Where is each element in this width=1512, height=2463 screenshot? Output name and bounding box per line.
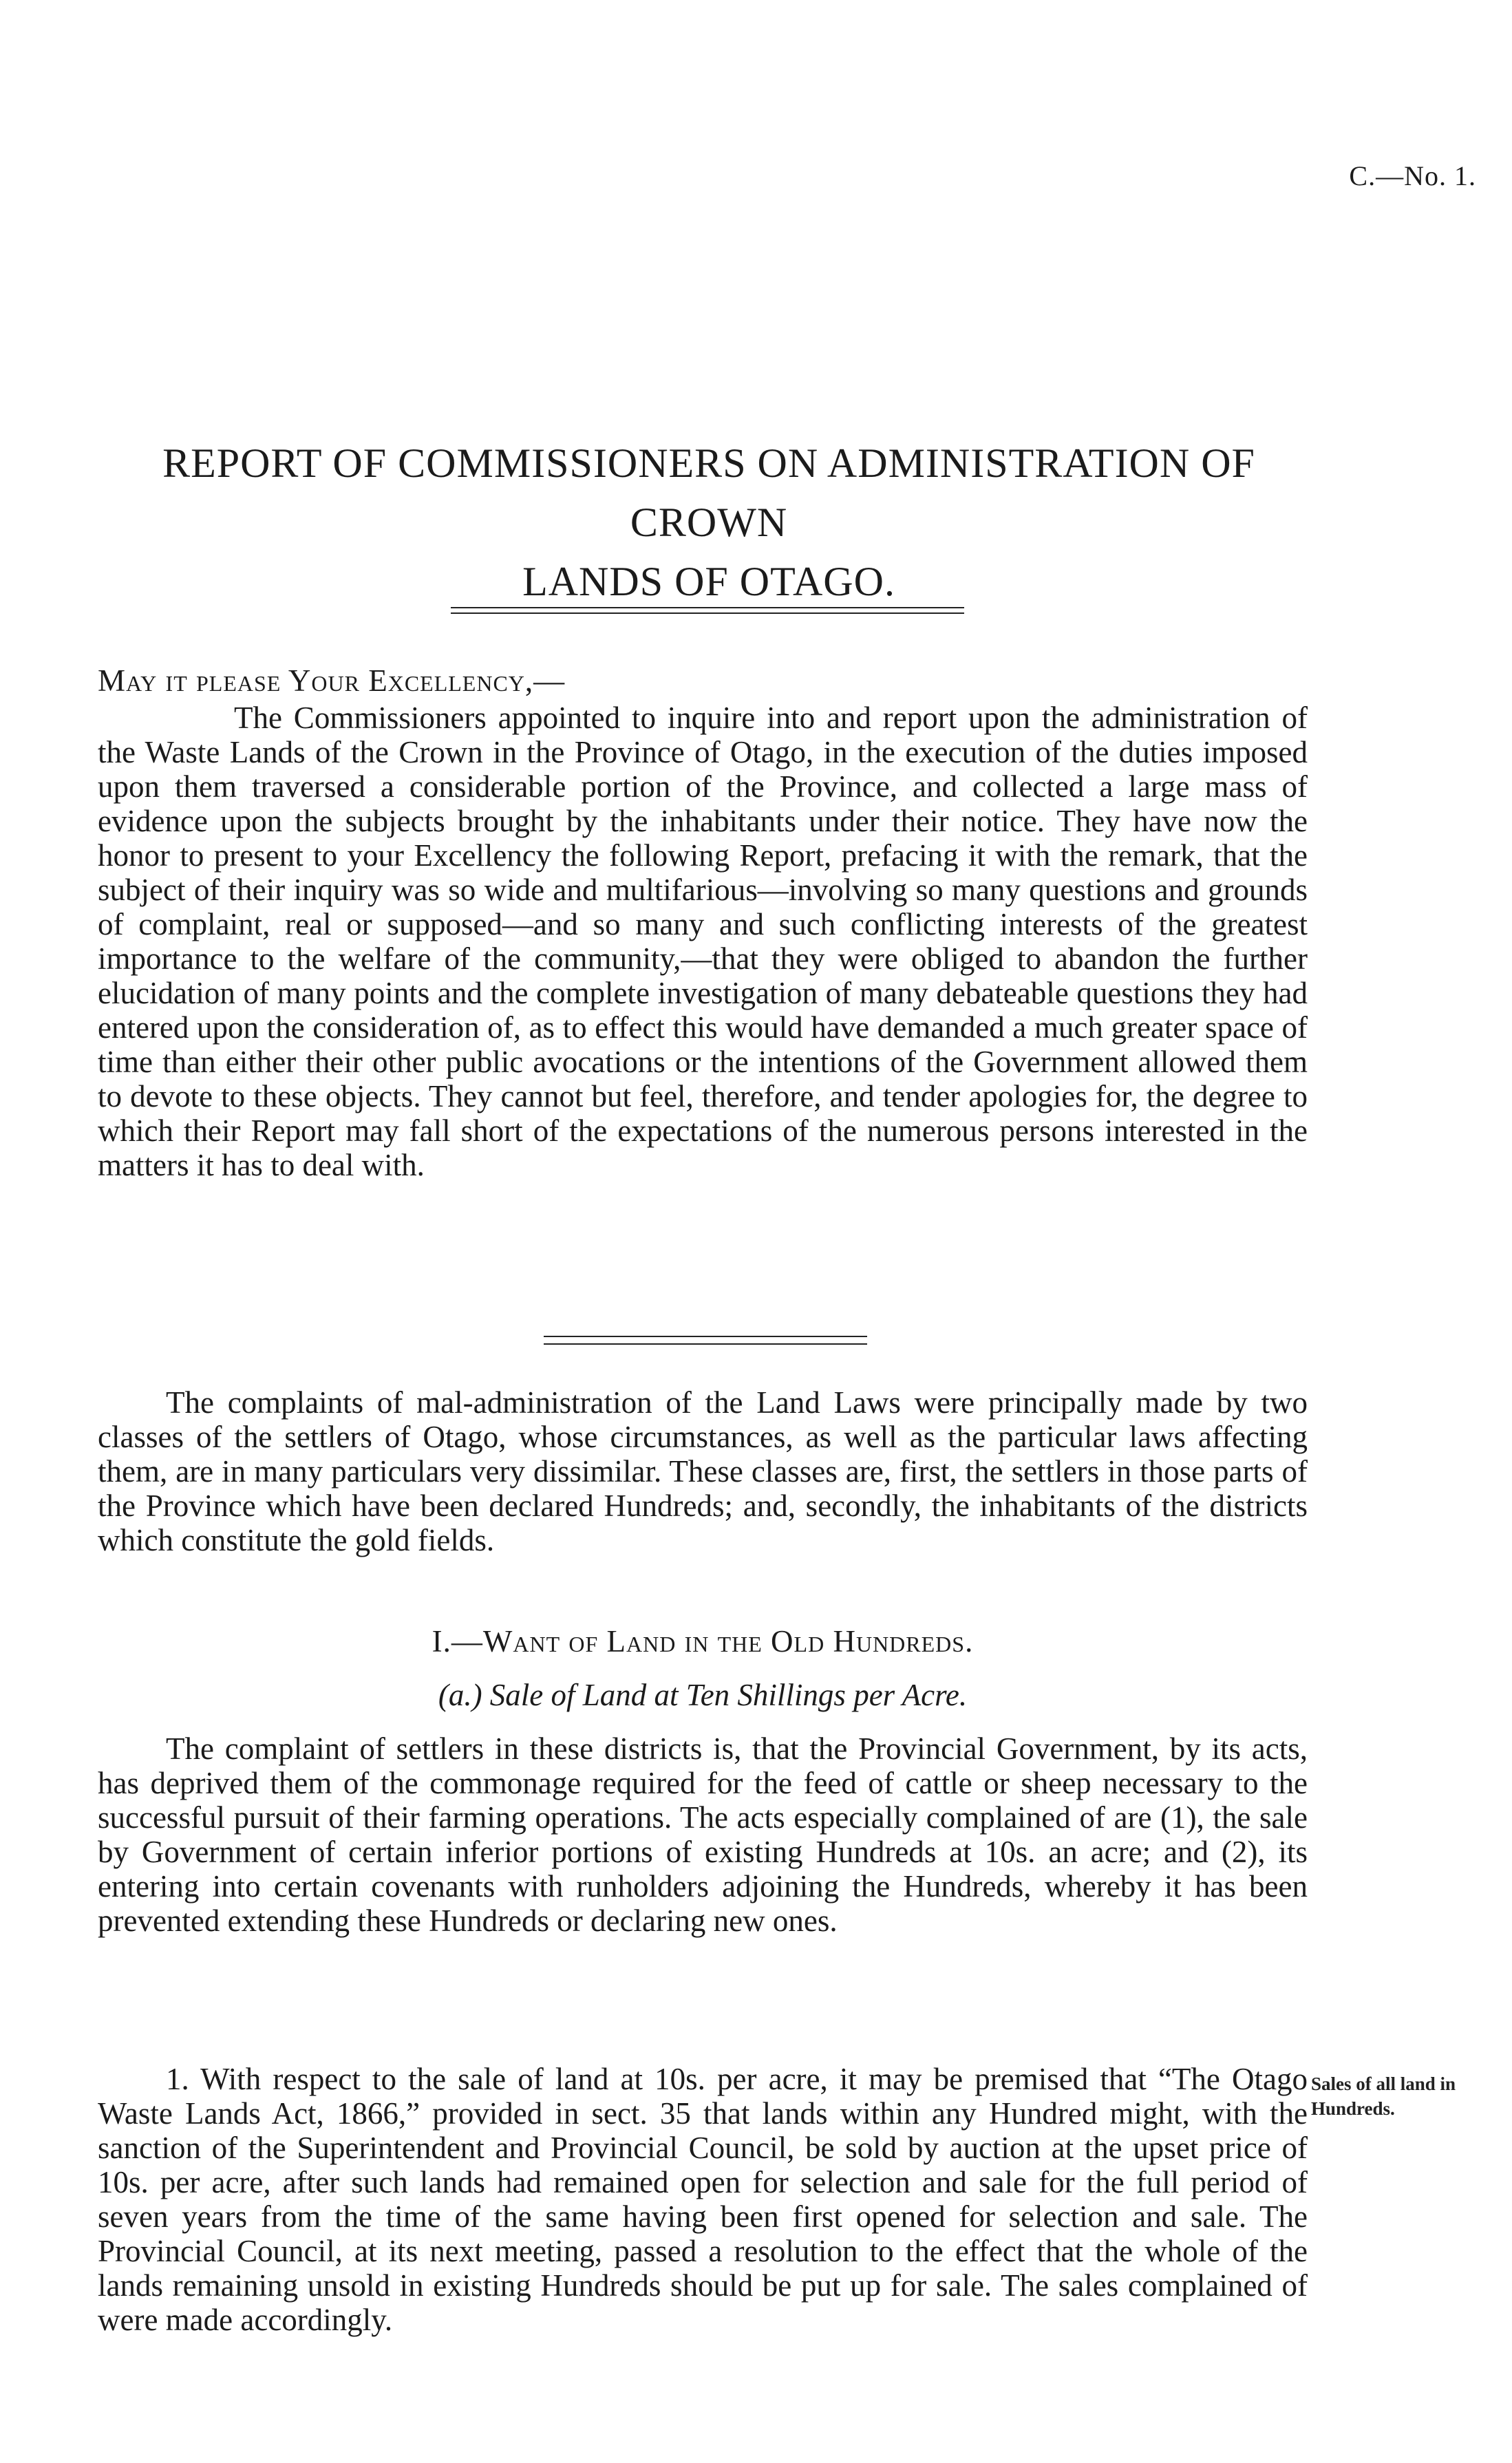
section-heading: I.—Want of Land in the Old Hundreds.	[432, 1624, 974, 1659]
margin-note: Sales of all land in Hundreds.	[1311, 2073, 1456, 2119]
subsection-heading: (a.) Sale of Land at Ten Shillings per Acre.	[438, 1678, 968, 1712]
settlers-complaint-paragraph: The complaint of settlers in these districts is, that the Provincial Government, by its acts, has deprived them of the commonage required for the feed of cattle or sheep necessary to the successful pursuit of their farming operations. The acts especially complained of are (1), the sale by Government of certain inferior portions of existing Hundreds at 10s. an acre; and (2), its entering into certain covenants with runholders adjoining the Hundreds, whereby it has been prevented extending these Hundreds or declaring new ones.	[98, 1731, 1308, 1938]
section-divider-top	[544, 1336, 867, 1337]
title-divider	[451, 607, 964, 614]
complaints-paragraph: The complaints of mal-administration of the Land Laws were principally made by two classes of the settlers of Otago, whose circumstances, as well as the particular laws affecting them, are in many particulars very dissimilar. These classes are, first, the settlers in those parts of the Province which have been declared Hundreds; and, secondly, the inhabitants of the districts which constitute the gold fields.	[98, 1385, 1308, 1557]
page-reference: C.—No. 1.	[1349, 160, 1476, 191]
section-divider-bottom	[544, 1343, 867, 1345]
report-title	[83, 434, 1335, 611]
report-title-line-2: LANDS OF OTAGO.	[522, 559, 895, 604]
introduction-paragraph: The Commissioners appointed to inquire into and report upon the administration of the Waste Lands of the Crown in the Province of Otago, in the execution of the duties imposed upon them traversed a considerable portion of the Province, and collected a large mass of evidence upon the subjects brought by the inhabitants under their notice. They have now the honor to present to your Excellency the following Report, prefacing it with the remark, that the subject of their inquiry was so wide and multifarious—involving so many questions and grounds of complaint, real or supposed—and so many and such conflicting interests of the greatest importance to the welfare of the community,—that they were obliged to abandon the further elucidation of many points and the complete investigation of many debateable questions they had entered upon the consideration of, as to effect this would have demanded a much greater space of time than either their other public avocations or the intentions of the Government allowed them to devote to these objects. They cannot but feel, therefore, and tender apologies for, the degree to which their Report may fall short of the expectations of the numerous persons interested in the matters it has to deal with.	[98, 701, 1308, 1182]
salutation: May it please Your Excellency,—	[98, 663, 566, 698]
report-title-line-1: REPORT OF COMMISSIONERS ON ADMINISTRATION OF CROWN	[162, 440, 1255, 545]
land-sale-paragraph: 1. With respect to the sale of land at 10s. per acre, it may be premised that “The Otago Waste Lands Act, 1866,” provided in sect. 35 that lands within any Hundred might, with the sanction of the Superintendent and Provincial Council, be sold by auction at the upset price of 10s. per acre, after such lands had remained open for selection and sale for the full period of seven years from the time of the same having been first opened for selection and sale. The Provincial Council, at its next meeting, passed a resolution to the effect that the whole of the lands remaining unsold in existing Hundreds should be put up for sale. The sales complained of were made accordingly.	[98, 2062, 1308, 2337]
